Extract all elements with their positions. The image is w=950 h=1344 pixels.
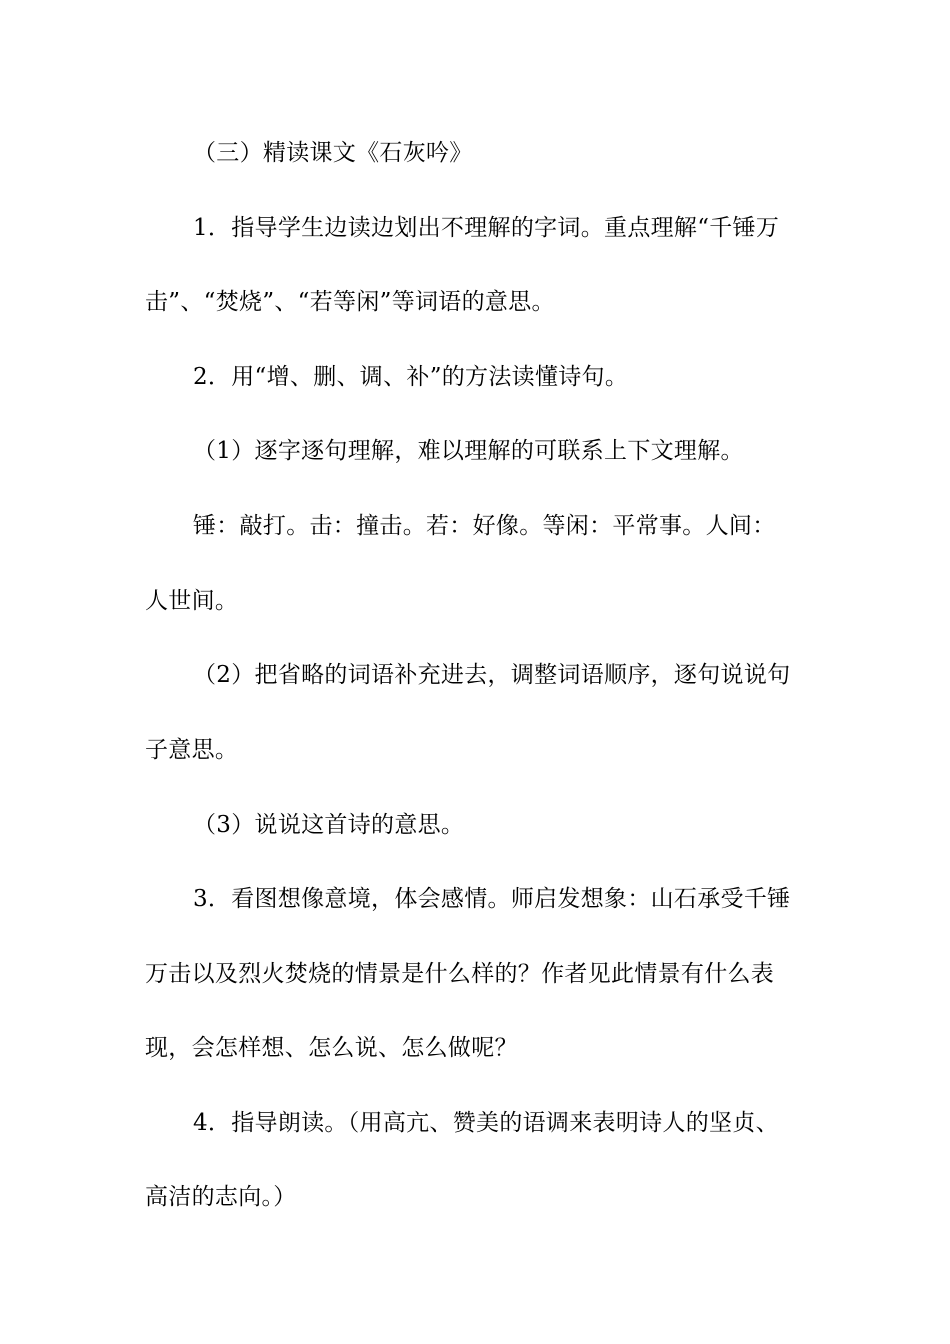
paragraph-line: 人世间。 xyxy=(145,588,239,614)
section-heading: （三）精读课文《石灰吟》 xyxy=(193,140,473,166)
paragraph-line: 4．指导朗读。（用高亢、赞美的语调来表明诗人的坚贞、 xyxy=(193,1110,779,1136)
paragraph-line: 高洁的志向。） xyxy=(145,1184,297,1210)
paragraph-line: 1．指导学生边读边划出不理解的字词。重点理解“千锤万 xyxy=(193,215,780,241)
paragraph-line: 击”、“焚烧”、“若等闲”等词语的意思。 xyxy=(145,289,555,315)
paragraph-line: 万击以及烈火焚烧的情景是什么样的？作者见此情景有什么表 xyxy=(145,961,775,987)
paragraph-line: 3．看图想像意境，体会感情。师启发想象：山石承受千锤 xyxy=(193,886,791,912)
paragraph-line: （2）把省略的词语补充进去，调整词语顺序，逐句说说句 xyxy=(193,662,791,688)
paragraph-line: （3）说说这首诗的意思。 xyxy=(193,812,465,838)
paragraph-line: 锤：敲打。击：撞击。若：好像。等闲：平常事。人间： xyxy=(193,513,776,539)
paragraph-line: 2．用“增、删、调、补”的方法读懂诗句。 xyxy=(193,364,629,390)
paragraph-line: 子意思。 xyxy=(145,737,239,763)
paragraph-line: 现，会怎样想、怎么说、怎么做呢？ xyxy=(145,1035,518,1061)
paragraph-line: （1）逐字逐句理解，难以理解的可联系上下文理解。 xyxy=(193,438,744,464)
